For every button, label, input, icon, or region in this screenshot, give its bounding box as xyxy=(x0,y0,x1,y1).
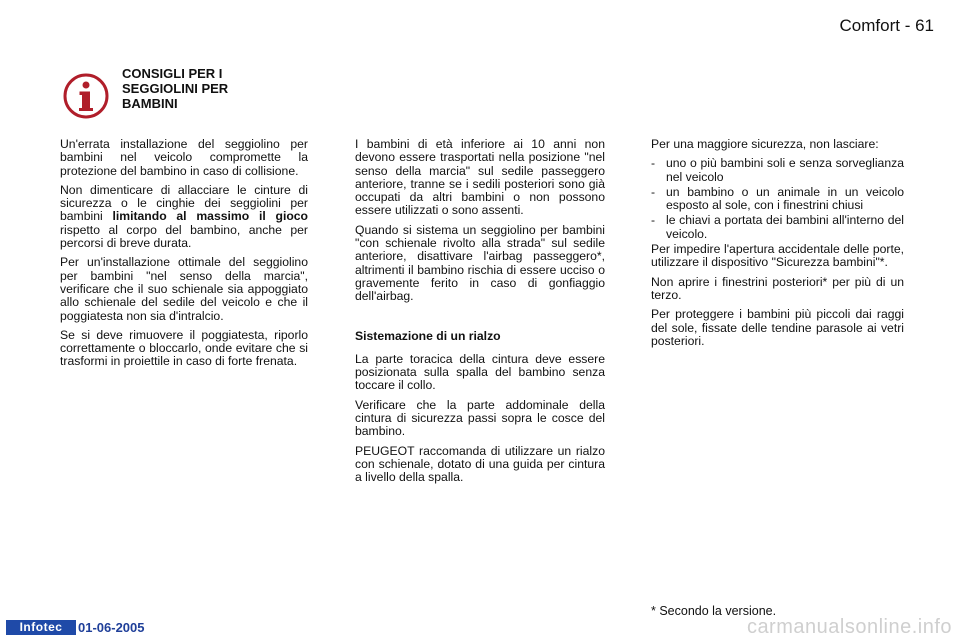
list-item: - le chiavi a portata dei bambini all'interno del veicolo. xyxy=(651,214,904,241)
list-item: - un bambino o un animale in un veicolo esposto al sole, con i finestrini chiusi xyxy=(651,186,904,213)
paragraph-text: rispetto al corpo del bambino, anche per percorsi di breve durata. xyxy=(60,222,308,251)
paragraph: Un'errata installazione del seggiolino per bambini nel veicolo compromette la protezione del bambino in caso di collisione. xyxy=(60,137,308,178)
section-title-line-1: CONSIGLI PER I xyxy=(122,66,223,81)
paragraph: PEUGEOT raccomanda di utilizzare un rialzo con schienale, dotato di una guida per cintura a livello della spalla. xyxy=(355,443,605,485)
paragraph: Se si deve rimuovere il poggiatesta, riporlo correttamente o bloccarlo, onde evitare che si trasformi in proiettile in caso di forte frenata. xyxy=(60,327,308,369)
paragraph: Per impedire l'apertura accidentale delle porte, utilizzare il dispositivo "Sicurezza bambini"*. xyxy=(651,242,904,270)
text-column-2 xyxy=(355,138,605,491)
infotec-logo: Infotec xyxy=(6,620,76,635)
paragraph-text: Non dimenticare di allacciare le cinture di sicurezza o le cinghie dei seggiolini per bambini xyxy=(60,182,308,224)
paragraph: Non aprire i finestrini posteriori* per più di un terzo. xyxy=(651,274,904,302)
footnote: * Secondo la versione. xyxy=(651,604,777,618)
paragraph: Verificare che la parte addominale della cintura di sicurezza passi sopra le cosce del bambino. xyxy=(355,397,605,439)
safety-list xyxy=(651,157,904,241)
paragraph: Per proteggere i bambini più piccoli dai raggi del sole, fissate delle tendine parasole ai vetri posteriori. xyxy=(651,307,904,348)
footer-date: 01-06-2005 xyxy=(78,620,145,635)
text-column-3 xyxy=(651,138,904,354)
paragraph: I bambini di età inferiore ai 10 anni non devono essere trasportati nella posizione "nel senso della marcia" sul sedile passeggero anteriore, tranne se i sedili posteriori sono già occupati da altri bambini o non possono essere utilizzati o sono assenti. xyxy=(355,137,605,218)
section-title-line-3: BAMBINI xyxy=(122,96,178,111)
section-title-line-2: SEGGIOLINI PER xyxy=(122,81,229,96)
paragraph: Per una maggiore sicurezza, non lasciare: xyxy=(651,137,879,151)
paragraph: Quando si sistema un seggiolino per bambini "con schienale rivolto alla strada" sul sedile anteriore, disattivare l'airbag passeggero*, altrimenti il bambino rischia di essere ucciso o gravemente ferito in caso di gonfiaggio dell'airbag. xyxy=(355,222,605,304)
watermark: carmanualsonline.info xyxy=(746,616,952,638)
paragraph xyxy=(60,184,308,250)
list-item: - uno o più bambini soli e senza sorveglianza nel veicolo xyxy=(651,157,904,184)
paragraph: La parte toracica della cintura deve essere posizionata sulla spalla del bambino senza toccare il collo. xyxy=(355,351,605,393)
text-column-1 xyxy=(60,138,308,375)
page-header: Comfort - 61 xyxy=(839,16,934,35)
emphasis-text: limitando al massimo il gioco xyxy=(112,209,309,224)
paragraph: Per un'installazione ottimale del seggiolino per bambini "nel senso della marcia", verificare che il suo schienale sia appoggiato allo schienale del sedile del veicolo e che il poggiatesta non sia d'intralcio. xyxy=(60,255,308,323)
section-title xyxy=(122,66,292,111)
info-icon xyxy=(62,72,110,120)
subheading: Sistemazione di un rialzo xyxy=(355,328,501,343)
